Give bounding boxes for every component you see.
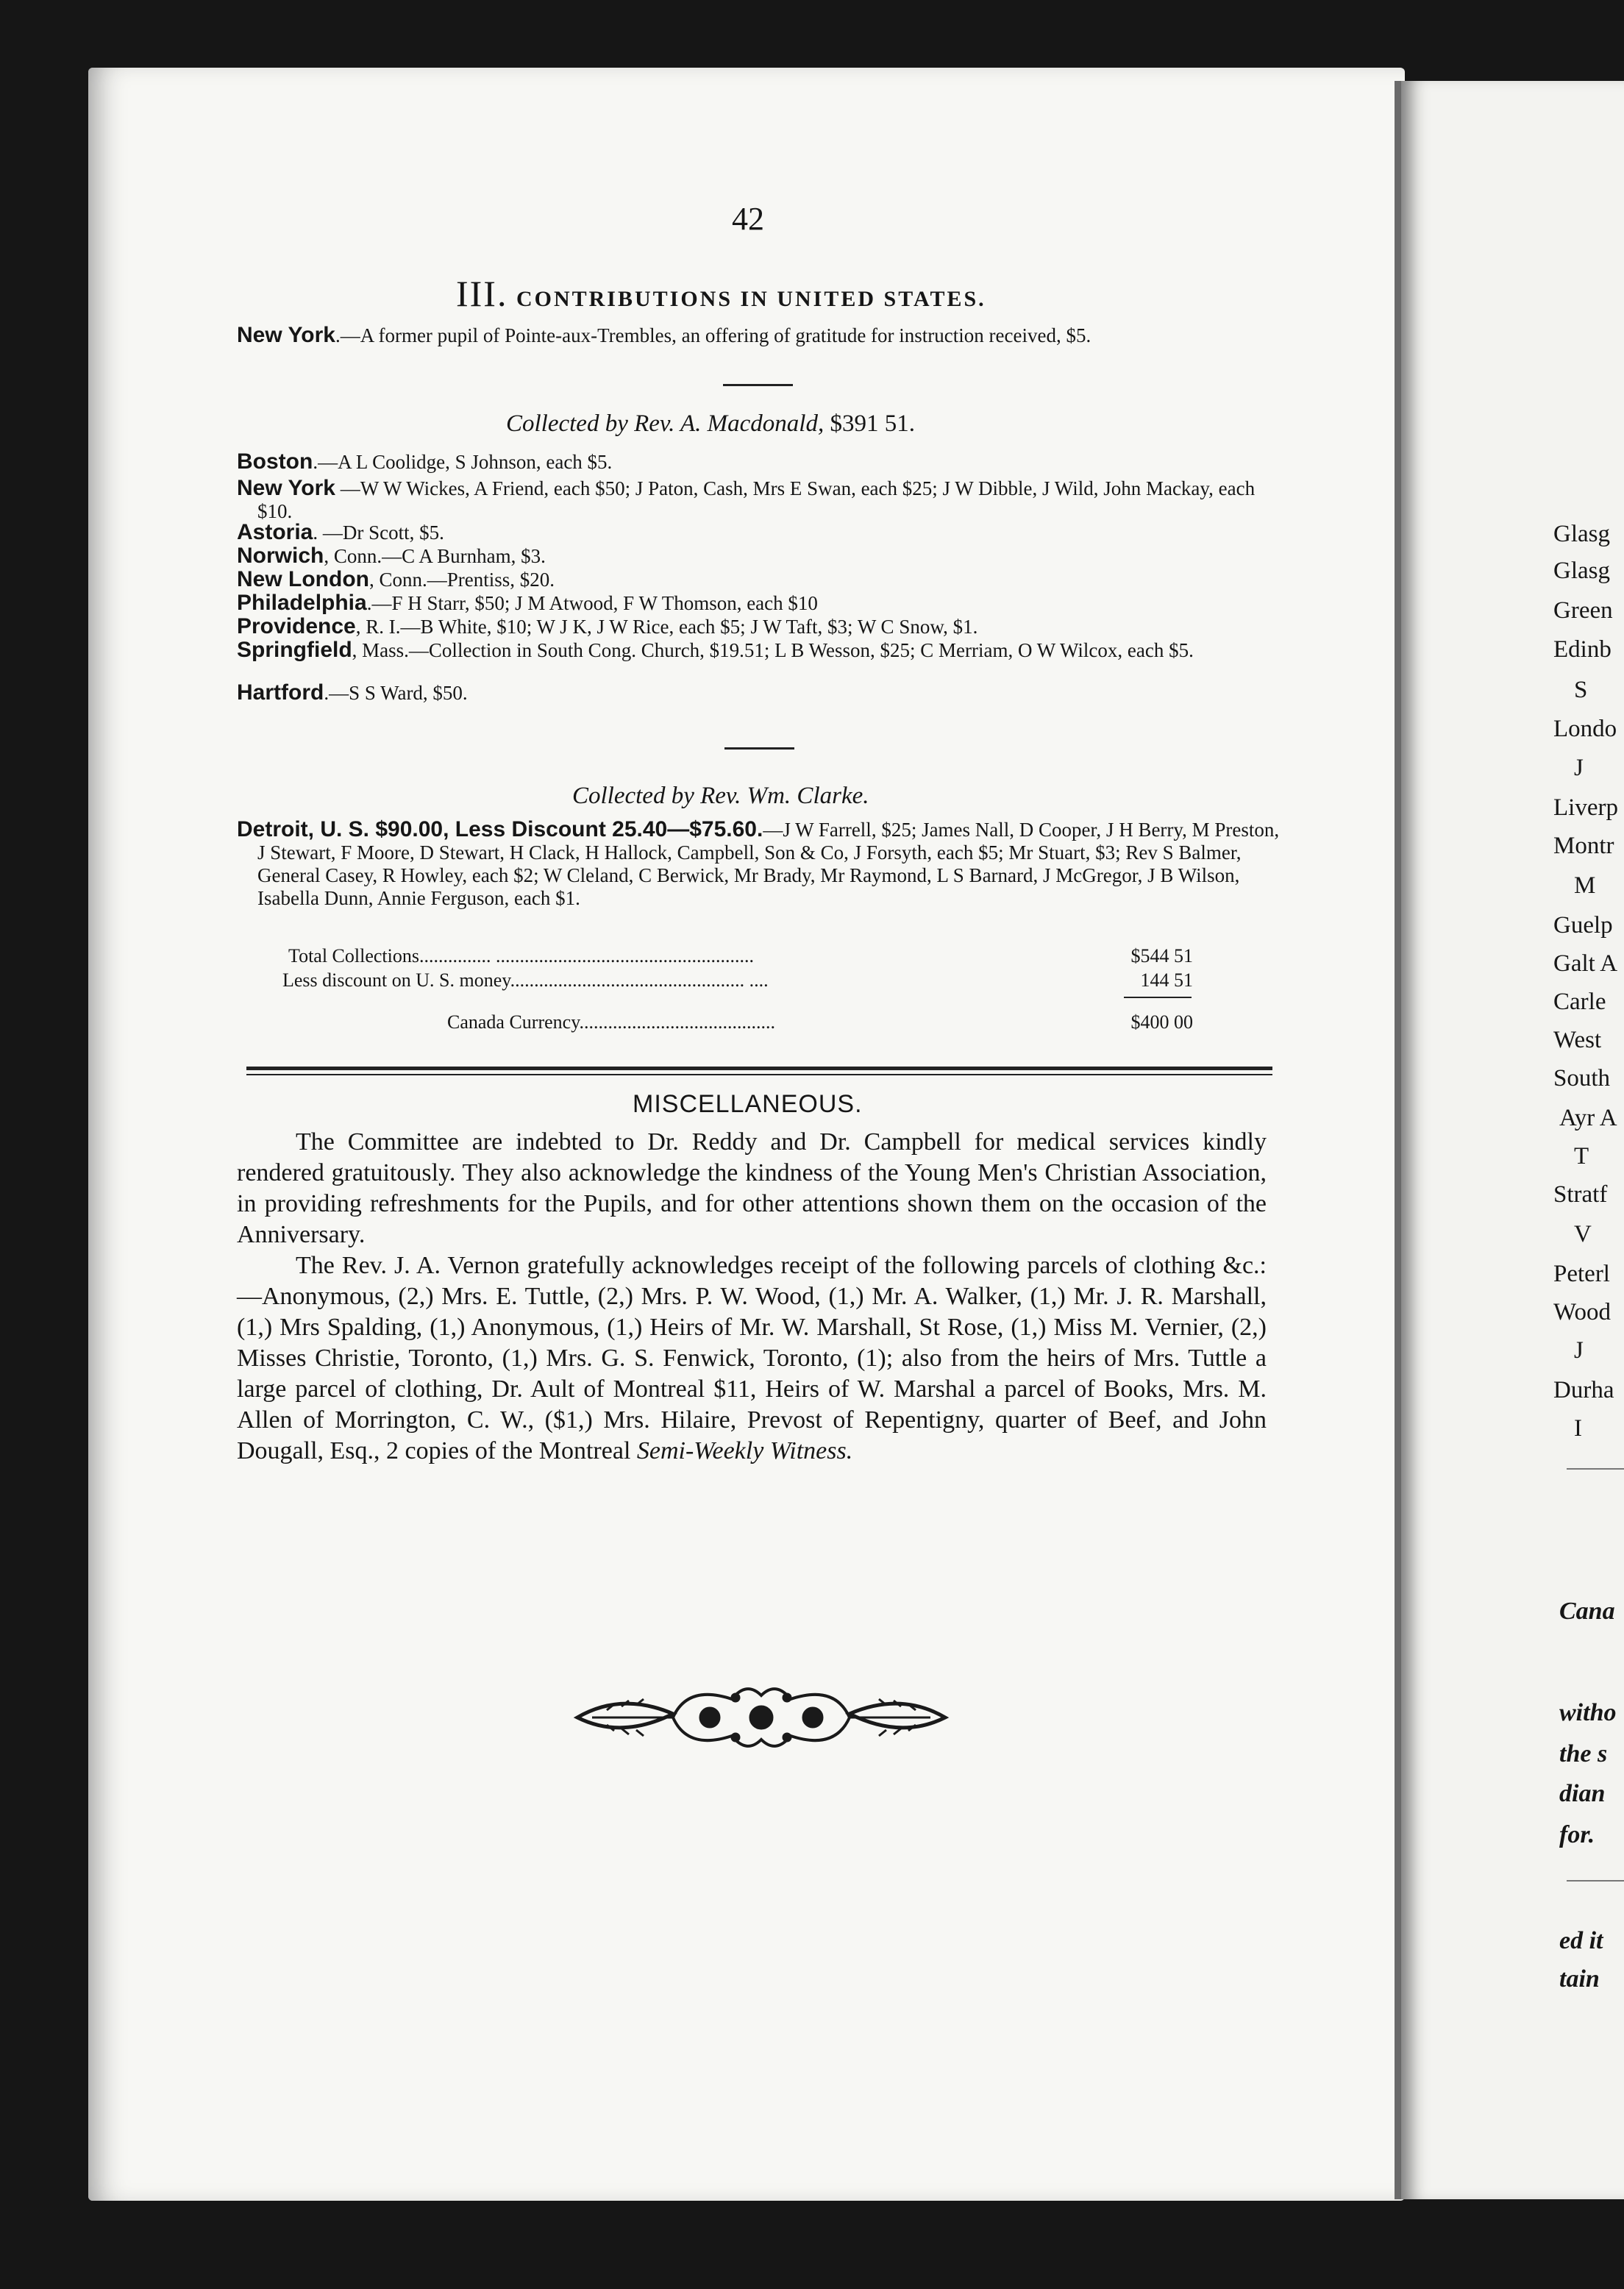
misc-paragraph-1: The Committee are indebted to Dr. Reddy and Dr. Campbell for medical services kindly rendered gratuitously. They also acknowledge the kindness of the Young Men's Christian Association, in providing refreshments for the Pupils, and for other attentions shown them on the occasion of the Anniversary. [237, 1128, 1267, 1248]
section-title [456, 272, 986, 315]
entry-place: Providence [237, 614, 356, 638]
witness-title: Semi-Weekly Witness. [636, 1437, 853, 1464]
right-page-italic-line: for. [1559, 1821, 1595, 1848]
entry-place: New London [237, 567, 369, 591]
entry-text: .—A L Coolidge, S Johnson, each $5. [313, 451, 613, 473]
section-rule [723, 384, 793, 386]
right-page [1401, 81, 1624, 2199]
right-page-line: V [1574, 1221, 1592, 1247]
right-page-line: Galt A [1553, 950, 1618, 977]
right-page-line: S [1574, 677, 1588, 703]
entry-place: Boston [237, 449, 313, 474]
misc-body [237, 1127, 1267, 1467]
right-page-italic-line: tain [1559, 1965, 1600, 1993]
right-page-line: Montr [1553, 833, 1614, 859]
right-page-line: Green [1553, 597, 1613, 624]
entry-place: Hartford [237, 680, 324, 705]
right-page-line: South [1553, 1065, 1611, 1092]
right-page-line: Carle [1553, 989, 1606, 1015]
contribution-entry [237, 521, 1287, 544]
discount-label: Less discount on U. S. money................................................. .... [282, 969, 769, 991]
right-page-rule [1567, 1468, 1624, 1470]
entry-text: .—A former pupil of Pointe-aux-Trembles, an offering of gratitude for instruction received, $5. [335, 324, 1091, 346]
ornament-flourish [563, 1677, 960, 1758]
entry-place: New York [237, 476, 335, 500]
contribution-entry [237, 450, 1287, 474]
entry-place: Detroit, U. S. $90.00, Less Discount 25.40—$75.60. [237, 817, 763, 841]
right-page-line: J [1574, 1337, 1584, 1364]
contribution-entry [237, 638, 1287, 662]
collector-name: Collected by Rev. A. Macdonald, [506, 410, 825, 437]
contribution-entry [237, 681, 1287, 705]
entry-text: , Conn.—C A Burnham, $3. [324, 545, 546, 567]
right-page-line: West [1553, 1027, 1602, 1053]
entry-text: —J W Farrell, $25; James Nall, D Cooper, J H Berry, M Preston, J Stewart, F Moore, D Stewart, H Clack, H Hallock, Campbell, Son & Co, J Forsyth, each $5; Mr Stuart, $3; Rev S Balmer, General Casey, R Howley, each $2; W Cleland, C Berwick, Mr Brady, Mr Raymond, L S Barnard, J McGregor, J B Wilson, Isabella Dunn, Annie Ferguson, each $1. [257, 819, 1280, 909]
entry-text: , R. I.—B White, $10; W J K, J W Rice, each $5; J W Taft, $3; W C Snow, $1. [355, 616, 978, 638]
entry-text: , Conn.—Prentiss, $20. [368, 569, 555, 591]
entry-text: .—F H Starr, $50; J M Atwood, F W Thomson, each $10 [366, 592, 818, 614]
collector-heading-macdonald [506, 410, 915, 438]
right-page-line: I [1574, 1415, 1582, 1442]
right-page-line: Glasg [1553, 521, 1610, 547]
entry-text: —W W Wickes, A Friend, each $50; J Paton, Cash, Mrs E Swan, each $25; J W Dibble, J Wild, John Mackay, each $10. [257, 477, 1256, 522]
right-page-italic-line: Cana [1559, 1598, 1615, 1625]
right-page-italic-line: witho [1559, 1699, 1617, 1726]
right-page-line: J [1574, 755, 1584, 781]
right-page-italic-line: ed it [1559, 1927, 1603, 1954]
intro-entry [237, 324, 1287, 347]
section-title-text: CONTRIBUTIONS IN UNITED STATES. [516, 287, 986, 311]
right-page-line: M [1574, 872, 1596, 899]
collector-heading-clarke: Collected by Rev. Wm. Clarke. [572, 783, 869, 809]
canada-currency-label: Canada Currency......................................... [447, 1011, 776, 1033]
entry-place: Norwich [237, 544, 324, 568]
right-page-rule [1567, 1880, 1624, 1882]
canada-currency-value: $400 00 [1130, 1011, 1193, 1033]
sum-rule [1124, 997, 1192, 998]
entry-place: Springfield [237, 638, 352, 662]
contribution-entry [237, 591, 1287, 615]
entry-place: New York [237, 323, 335, 347]
page-number: 42 [732, 201, 764, 237]
contribution-entry [237, 568, 1287, 591]
entry-place: Astoria [237, 520, 313, 544]
right-page-line: Ayr A [1559, 1105, 1617, 1131]
right-page-line: Stratf [1553, 1181, 1608, 1208]
section-numeral: III. [456, 273, 508, 314]
right-page-line: Liverp [1553, 794, 1618, 821]
misc-heading: MISCELLANEOUS. [633, 1090, 863, 1118]
entry-text: . —Dr Scott, $5. [313, 521, 444, 544]
total-collections-label: Total Collections............... ...................................................... [288, 945, 754, 966]
double-rule [246, 1067, 1272, 1075]
contribution-entry [237, 615, 1287, 638]
discount-value: 144 51 [1140, 969, 1193, 991]
right-page-line: Edinb [1553, 636, 1611, 663]
right-page-line: Glasg [1553, 558, 1610, 584]
right-page-line: Wood [1553, 1299, 1611, 1325]
right-page-italic-line: the s [1559, 1740, 1608, 1768]
total-collections-value: $544 51 [1130, 945, 1193, 966]
collector-amount: $391 51. [830, 410, 915, 437]
detroit-entry [237, 818, 1287, 910]
right-page-italic-line: dian [1559, 1780, 1606, 1807]
section-rule [724, 747, 794, 750]
contribution-entry [237, 544, 1287, 568]
right-page-line: Londo [1553, 716, 1617, 742]
entry-text: .—S S Ward, $50. [324, 682, 468, 704]
entry-text: , Mass.—Collection in South Cong. Church, $19.51; L B Wesson, $25; C Merriam, O W Wilcox, each $5. [352, 639, 1194, 661]
right-page-line: Guelp [1553, 912, 1613, 939]
contribution-entry [237, 477, 1287, 523]
misc-paragraph-2: The Rev. J. A. Vernon gratefully acknowledges receipt of the following parcels of clothing &c.:—Anonymous, (2,) Mrs. E. Tuttle, (2,) Mrs. P. W. Wood, (1,) Mr. A. Walker, (1,) Mr. J. R. Marshall, (1,) Mrs Spalding, (1,) Anonymous, (1,) Heirs of Mr. W. Marshall, St Rose, (1,) Miss M. Vernier, (2,) Misses Christie, Toronto, (1,) Mrs. G. S. Fenwick, Toronto, (1); also from the heirs of Mrs. Tuttle a large parcel of clothing, Dr. Ault of Montreal $11, Heirs of W. Marshal a parcel of Books, Mrs. M. Allen of Morrington, C. W., ($1,) Mrs. Hilaire, Prevost of Repentigny, quarter of Beef, and John Dougall, Esq., 2 copies of the Montreal Semi-Weekly Witness. [237, 1252, 1267, 1464]
entry-place: Philadelphia [237, 591, 367, 615]
right-page-line: Durha [1553, 1377, 1614, 1403]
right-page-line: T [1574, 1143, 1589, 1170]
right-page-line: Peterl [1553, 1261, 1610, 1287]
